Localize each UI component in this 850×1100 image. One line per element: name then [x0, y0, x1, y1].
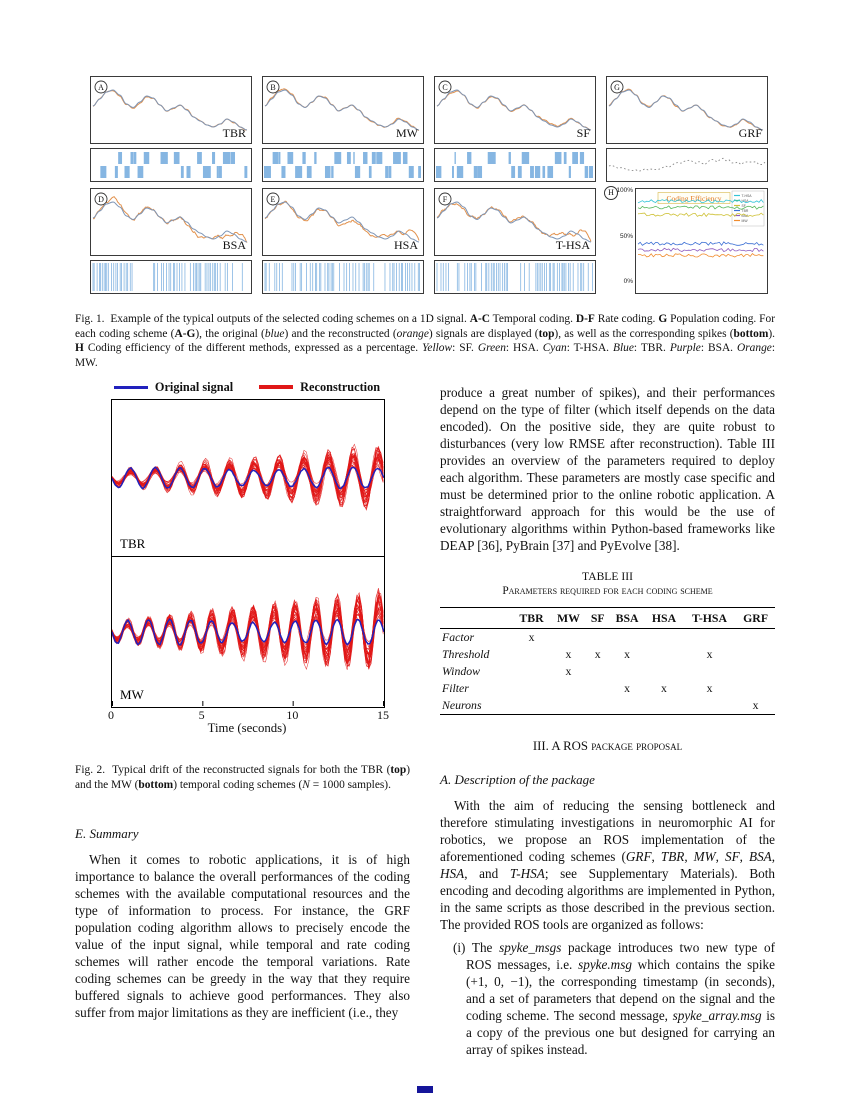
svg-text:GRF: GRF: [738, 126, 762, 140]
table-3-cell: [609, 629, 645, 647]
table-3-label: TABLE III: [582, 570, 633, 583]
table-3-col-header: BSA: [609, 608, 645, 629]
table-3-cell: [513, 646, 551, 663]
table-3-cell: [550, 629, 586, 647]
fig2-legend-label: Original signal: [154, 379, 234, 394]
fig1-panel-C-signal: [434, 76, 596, 144]
fig1-panel-D-signal: [90, 188, 252, 256]
svg-text:BSA: BSA: [741, 214, 749, 218]
fig1-panel-H-letter: H: [604, 186, 618, 200]
fig1-panel-B-spikes: [262, 148, 424, 182]
figure-2-panels: [75, 399, 410, 708]
subsection-a-heading: A. Description of the package: [440, 772, 595, 787]
table-3-row-label: Factor: [442, 630, 475, 644]
table-3-cell: [586, 629, 609, 647]
svg-text:SF: SF: [741, 204, 746, 208]
fig1-panel-G-spikes: [606, 148, 768, 182]
fig2-panel-MW: [111, 556, 385, 708]
fig1-eff-ytick-2: 0%: [623, 278, 633, 285]
svg-text:D: D: [98, 194, 104, 204]
ros-paragraph: With the aim of reducing the sensing bottleneck and therefore stimulating investigations in neuromorphic AI for robotics, we propose an ROS implementation of the aforementioned coding schemes (GRF, TBR, MW, SF, BSA, HSA, and T-HSA; see Supplementary Materials). Both encoding and decoding algorithms are implemented in Python, in the same scripts as those described in the previous section. The provided ROS tools are organized as follows:: [440, 798, 776, 932]
table-3-cell: x: [661, 681, 667, 695]
table-row: [440, 680, 775, 697]
table-3-cell: [609, 697, 645, 715]
list-item-i: (i) The spyke_msgs package introduces two new type of ROS messages, i.e. spyke.msg which contains the spike (+1, 0, −1), the corresponding timestamp (in seconds), and a set of parameters that depend on the signal and the coding scheme. The second message, spyke_array.msg is a copy of the previous one but designed for carrying an array of spikes instead.: [453, 940, 776, 1057]
fig1-panel-F-spikes: [434, 260, 596, 294]
fig1-panel-G-signal: [606, 76, 768, 144]
svg-text:Coding Efficiency: Coding Efficiency: [666, 194, 722, 203]
figure-2-caption: Fig. 2. Typical drift of the reconstructed signals for both the TBR (top) and the MW (bottom) temporal coding schemes (N = 1000 samples).: [75, 764, 410, 791]
table-3-cell: [550, 680, 586, 697]
fig2-x-tick-3: 15: [377, 708, 389, 722]
figure-2: [75, 378, 410, 737]
table-3-cell: [586, 663, 609, 680]
table-3: [440, 607, 775, 715]
continued-paragraph: produce a great number of spikes), and their performances depend on the type of filter (which itself depends on the data encoded). On the positive side, they are quite robust to disturbances (very low RMSE after reconstruction). Table III provides an overview of the parameters required to deploy each algorithm. These parameters are mostly case specific and must be determined prior to the online robotic application. A straightforward approach for this would be the use of evolutionary algorithms within Python-based frameworks like DEAP [36], PyBrain [37] and PyEvolve [38].: [440, 385, 775, 553]
table-3-col-header: SF: [586, 608, 609, 629]
figure-1-caption: Fig. 1. Example of the typical outputs of the selected coding schemes on a 1D signal. A-C Temporal coding. D-F Rate coding. G Population coding. For each coding scheme (A-G), the original (blue) and the reconstructed (orange) signals are displayed (top), as well as the corresponding spikes (bottom). H Coding efficiency of the different methods, expressed as a percentage. Yellow: SF. Green: HSA. Cyan: T-HSA. Blue: TBR. Purple: BSA. Orange: MW.: [75, 313, 776, 369]
svg-text:G: G: [614, 82, 620, 92]
svg-text:BSA: BSA: [222, 238, 246, 252]
fig1-panel-E-signal: [262, 188, 424, 256]
table-3-cell: x: [528, 630, 535, 644]
table-3-cell: [645, 646, 683, 663]
table-3-cell: x: [624, 647, 631, 661]
table-3-cell: [609, 663, 645, 680]
table-3-cell: [736, 646, 775, 663]
svg-text:HSA: HSA: [741, 199, 749, 203]
svg-text:C: C: [442, 82, 448, 92]
svg-text:MW: MW: [120, 687, 144, 702]
table-3-cell: [586, 697, 609, 715]
table-3-cell: [513, 680, 551, 697]
svg-text:F: F: [442, 194, 448, 204]
fig1-eff-ytick-0: 100%: [616, 187, 633, 194]
table-3-cell: [736, 629, 775, 647]
svg-text:HSA: HSA: [393, 238, 418, 252]
table-3-col-header: MW: [550, 608, 586, 629]
table-3-cell: x: [565, 647, 572, 661]
table-3-cell: x: [565, 664, 572, 678]
svg-text:TBR: TBR: [741, 209, 749, 213]
table-3-title: Parameters required for each coding scheme: [502, 585, 713, 597]
svg-text:T-HSA: T-HSA: [555, 238, 590, 252]
left-column: [75, 378, 410, 1021]
section-3-heading: III. A ROS package proposal: [532, 739, 683, 753]
fig2-legend-label: Reconstruction: [300, 379, 381, 394]
table-3-cell: [550, 697, 586, 715]
svg-text:T-HSA: T-HSA: [741, 194, 752, 198]
table-3-col-header: HSA: [645, 608, 683, 629]
footer-mark: [417, 1086, 433, 1093]
right-column: [440, 384, 775, 1058]
table-row: [440, 646, 775, 663]
fig2-legend-item-0: [114, 380, 233, 395]
table-3-cell: [683, 629, 736, 647]
svg-text:MW: MW: [741, 219, 748, 223]
section-e-heading: E. Summary: [75, 826, 139, 842]
fig1-panel-D-spikes: [90, 260, 252, 294]
figure-2-legend: [111, 378, 383, 396]
fig1-panel-F-signal: [434, 188, 596, 256]
svg-text:TBR: TBR: [222, 126, 246, 140]
table-3-cell: [683, 663, 736, 680]
table-3-cell: [645, 629, 683, 647]
fig1-panel-B-signal: [262, 76, 424, 144]
table-row: [440, 629, 775, 647]
table-3-row-label: Window: [442, 664, 481, 678]
figure-1: [90, 76, 766, 298]
fig1-panel-E-spikes: [262, 260, 424, 294]
fig2-x-tick-2: 10: [286, 708, 299, 722]
figure-2-x-ticks: [108, 708, 389, 722]
svg-text:B: B: [270, 82, 276, 92]
table-3-cell: x: [594, 647, 601, 661]
table-3-row-label: Threshold: [442, 647, 490, 661]
figure-2-x-axis-label: Time (seconds): [207, 721, 287, 735]
table-3-cell: x: [752, 698, 759, 712]
table-3-cell: [645, 663, 683, 680]
fig1-panel-C-spikes: [434, 148, 596, 182]
table-3-cell: [513, 697, 551, 715]
table-3-row-label: Neurons: [442, 698, 482, 712]
svg-text:MW: MW: [396, 126, 418, 140]
fig2-legend-swatch: [114, 386, 148, 389]
table-3-col-header: GRF: [736, 608, 775, 629]
fig2-panel-TBR: [111, 399, 385, 557]
fig1-eff-ytick-1: 50%: [619, 233, 633, 240]
svg-text:E: E: [270, 194, 276, 204]
table-3-corner: [440, 608, 513, 629]
fig2-legend-item-1: [259, 380, 380, 395]
table-3-cell: x: [706, 681, 713, 695]
fig1-panel-H-efficiency: [635, 188, 768, 294]
fig2-legend-swatch: [259, 385, 293, 389]
table-3-cell: [586, 680, 609, 697]
table-3-cell: x: [624, 681, 631, 695]
table-3-cell: [513, 663, 551, 680]
table-row: [440, 663, 775, 680]
table-3-cell: [736, 663, 775, 680]
table-3-row-label: Filter: [442, 681, 469, 695]
table-3-cell: x: [706, 647, 713, 661]
fig2-x-tick-0: 0: [108, 708, 114, 722]
fig2-x-tick-1: 5: [198, 708, 205, 722]
svg-text:SF: SF: [576, 126, 590, 140]
section-e-paragraph: When it comes to robotic applications, it is of high importance to balance the overall performances of the coding schemes with the available computational resources and the type of information to process. For instance, the GRF population coding algorithm allows to precisely encode the value of the input signal, while temporal and rate coding schemes will rather encode the temporal variations. Rate coding schemes can be greedy in the way that they require buffered signals to achieve good performances. They also suffer from major limitations as they are inefficient (i.e., they: [75, 852, 410, 1021]
table-3-col-header: TBR: [513, 608, 551, 629]
table-row: [440, 697, 775, 715]
table-3-col-header: T-HSA: [683, 608, 736, 629]
fig1-panel-A-spikes: [90, 148, 252, 182]
table-3-cell: [736, 680, 775, 697]
table-3-cell: [645, 697, 683, 715]
svg-text:A: A: [98, 82, 104, 92]
table-3-cell: [683, 697, 736, 715]
fig1-panel-A-signal: [90, 76, 252, 144]
svg-text:TBR: TBR: [120, 536, 146, 551]
